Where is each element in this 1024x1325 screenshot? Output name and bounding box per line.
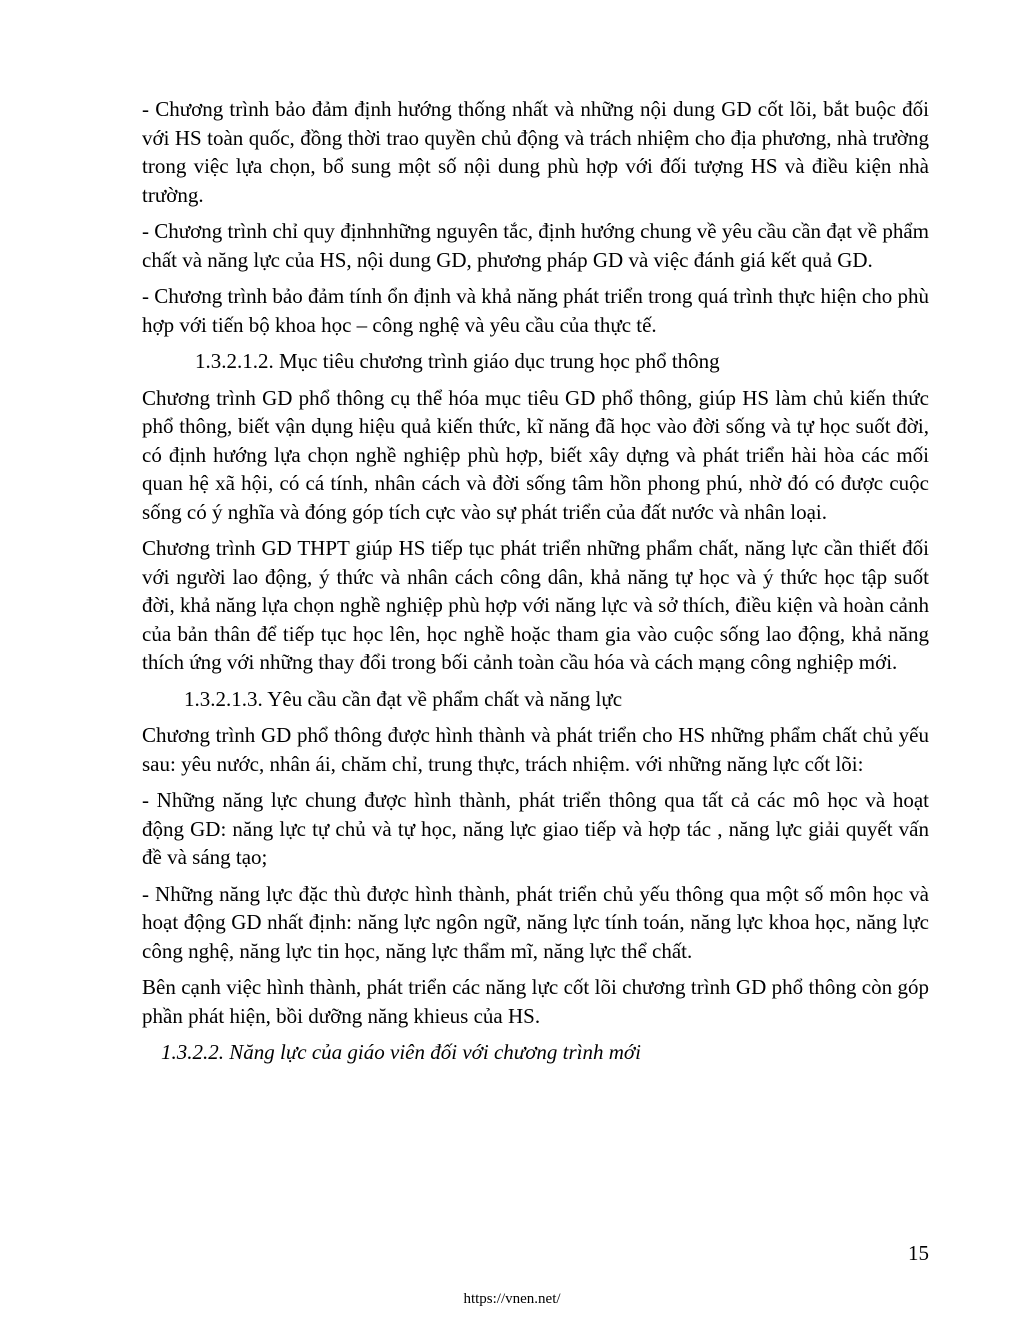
paragraph-core-qualities: Chương trình GD phổ thông được hình thành và phát triển cho HS những phẩm chất chủ yếu sau: yêu nước, nhân ái, chăm chỉ, trung thực, trách nhiệm. với những năng lực cốt lõi:: [142, 723, 929, 776]
paragraph-specific-competencies: - Những năng lực đặc thù được hình thành, phát triển chủ yếu thông qua một số môn học và hoạt động GD nhất định: năng lực ngôn ngữ, năng lực tính toán, năng lực khoa học, năng lực công nghệ, năng lực tin học, năng lực thẩm mĩ, năng lực thể chất.: [142, 881, 929, 963]
page-content: [142, 95, 929, 1075]
page-number: 15: [908, 1241, 929, 1265]
section-heading-objectives: 1.3.2.1.2. Mục tiêu chương trình giáo dục trung học phổ thông: [195, 349, 720, 373]
footer-url: https://vnen.net/: [463, 1291, 561, 1307]
section-heading-teacher-competency: 1.3.2.2. Năng lực của giáo viên đối với chương trình mới: [161, 1040, 641, 1064]
paragraph-general-competencies: - Những năng lực chung được hình thành, phát triển thông qua tất cả các mô học và hoạt động GD: năng lực tự chủ và tự học, năng lực giao tiếp và hợp tác , năng lực giải quyết vấn đề và sáng tạo;: [142, 788, 929, 869]
paragraph-principle-stability: - Chương trình bảo đảm tính ổn định và khả năng phát triển trong quá trình thực hiện cho phù hợp với tiến bộ khoa học – công nghệ và yêu cầu của thực tế.: [142, 284, 929, 337]
paragraph-principle-general-rules: - Chương trình chỉ quy địnhnhững nguyên tắc, định hướng chung về yêu cầu cần đạt về phẩm chất và năng lực của HS, nội dung GD, phương pháp GD và việc đánh giá kết quả GD.: [142, 219, 929, 272]
paragraph-principle-unified-orientation: - Chương trình bảo đảm định hướng thống nhất và những nội dung GD cốt lõi, bắt buộc đối với HS toàn quốc, đồng thời trao quyền chủ động và trách nhiệm cho địa phương, nhà trường trong việc lựa chọn, bổ sung một số nội dung phù hợp với đối tượng HS và điều kiện nhà trường.: [142, 97, 929, 207]
paragraph-general-objectives: Chương trình GD phổ thông cụ thể hóa mục tiêu GD phổ thông, giúp HS làm chủ kiến thức phổ thông, biết vận dụng hiệu quả kiến thức, kĩ năng đã học vào đời sống và tự học suốt đời, có định hướng lựa chọn nghề nghiệp phù hợp, biết xây dựng và phát triển hài hòa các mối quan hệ xã hội, có cá tính, nhân cách và đời sống tâm hồn phong phú, nhờ đó có được cuộc sống có ý nghĩa và đóng góp tích cực vào sự phát triển của đất nước và nhân loại.: [142, 385, 929, 524]
paragraph-talent-development: Bên cạnh việc hình thành, phát triển các năng lực cốt lõi chương trình GD phổ thông còn góp phần phát hiện, bồi dưỡng năng khieus của HS.: [142, 975, 929, 1028]
section-heading-requirements: 1.3.2.1.3. Yêu cầu cần đạt về phẩm chất và năng lực: [184, 686, 623, 711]
paragraph-thpt-objectives: Chương trình GD THPT giúp HS tiếp tục phát triển những phẩm chất, năng lực cần thiết đối với người lao động, ý thức và nhân cách công dân, khả năng tự học và ý thức học tập suốt đời, khả năng lựa chọn nghề nghiệp phù hợp với năng lực và sở thích, điều kiện và hoàn cảnh của bản thân để tiếp tục học lên, học nghề hoặc tham gia vào cuộc sống lao động, khả năng thích ứng với những thay đổi trong bối cảnh toàn cầu hóa và cách mạng công nghiệp mới.: [142, 536, 929, 674]
